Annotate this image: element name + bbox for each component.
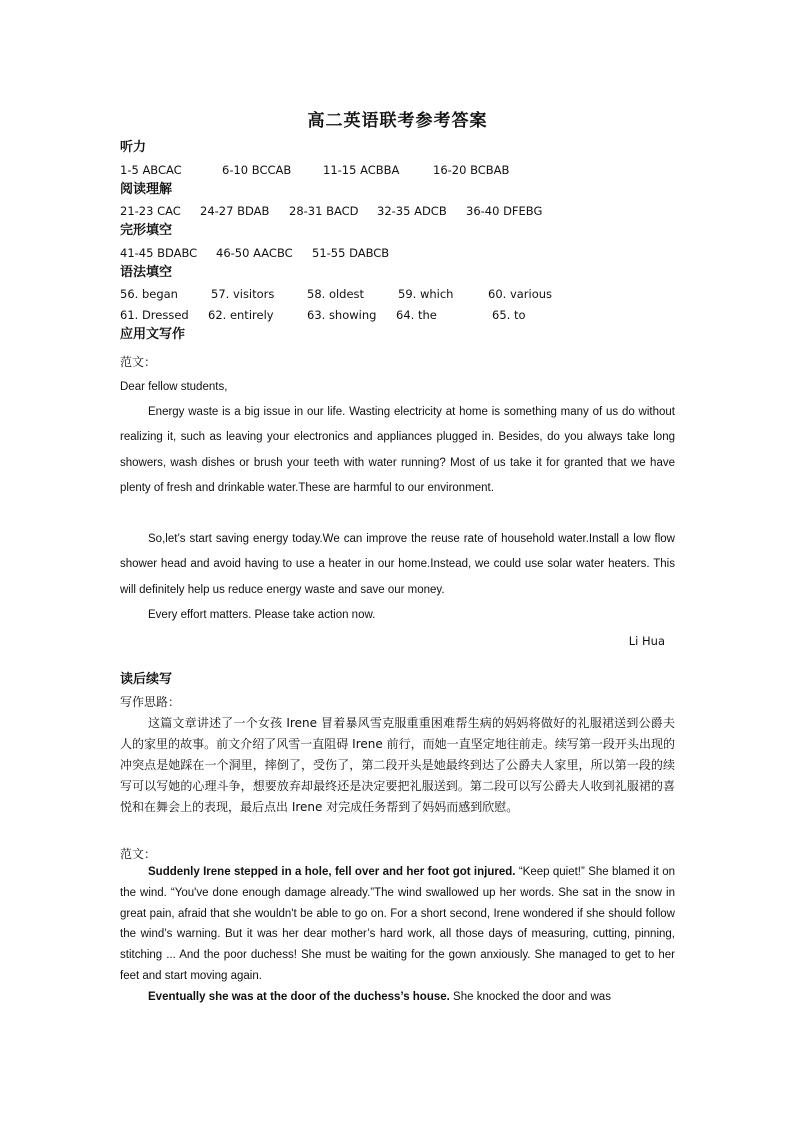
letter-greeting: Dear fellow students, (120, 381, 228, 393)
answer-group: 21-23 CAC (120, 204, 181, 218)
story-paragraph-2-lead: Eventually she was at the door of the duchess’s house. (148, 991, 450, 1003)
answer-group: 1-5 ABCAC (120, 163, 182, 177)
writing-heading: 应用文写作 (120, 327, 186, 342)
page-title: 高二英语联考参考答案 (307, 111, 488, 131)
answer-group: 51-55 DABCB (312, 246, 390, 260)
answer-item: 61. Dressed (120, 308, 189, 322)
answer-group: 36-40 DFEBG (466, 204, 543, 218)
letter-paragraph-3: Every effort matters. Please take action now. (148, 609, 376, 621)
answer-group: 16-20 BCBAB (433, 163, 510, 177)
continuation-heading: 读后续写 (120, 672, 173, 687)
answer-group: 24-27 BDAB (200, 204, 270, 218)
reading-answers (120, 203, 675, 219)
letter-signature: Li Hua (628, 634, 665, 648)
listening-heading: 听力 (120, 140, 147, 155)
story-paragraph-1 (120, 862, 675, 987)
answer-group: 46-50 AACBC (216, 246, 293, 260)
listening-answers (120, 162, 675, 178)
grammar-heading: 语法填空 (120, 265, 173, 280)
answer-group: 28-31 BACD (289, 204, 359, 218)
answer-item: 59. which (398, 287, 454, 301)
answer-item: 57. visitors (211, 287, 275, 301)
cloze-answers (120, 245, 675, 261)
grammar-answers-row-2 (120, 307, 675, 323)
answer-item: 60. various (488, 287, 553, 301)
cloze-heading: 完形填空 (120, 223, 173, 238)
answer-group: 41-45 BDABC (120, 246, 198, 260)
answer-group: 6-10 BCCAB (222, 163, 292, 177)
answer-item: 63. showing (307, 308, 377, 322)
answer-item: 62. entirely (208, 308, 274, 322)
letter-paragraph-1: Energy waste is a big issue in our life. Wasting electricity at home is something many of us do without realizing it, such as leaving your electronics and appliances plugged in. Besides, do you always take long showers, wash dishes or brush your teeth with water running? Most of us take it for granted that we have plenty of fresh and drinkable water.These are harmful to our environment. (120, 406, 675, 495)
idea-label: 写作思路： (120, 695, 181, 709)
answer-group: 11-15 ACBBA (323, 163, 400, 177)
story-paragraph-1-body: “Keep quiet!” She blamed it on the wind. “You've done enough damage already.”The wind swallowed up her words. She sat in the snow in great pain, afraid that she wouldn't be able to go on. For a short second, Irene wondered if she should follow the wind’s warning. But it was her dear mother’s hard work, all those days of measuring, cutting, pinning, stitching ... And the poor duchess! She must be waiting for the gown anxiously. She managed to get to her feet and start moving again. (120, 866, 675, 982)
story-paragraph-2 (120, 987, 675, 1008)
answer-item: 64. the (396, 308, 437, 322)
writing-idea-paragraph: 这篇文章讲述了一个女孩 Irene 冒着暴风雪克服重重困难帮生病的妈妈将做好的礼服裙送到公爵夫人的家里的故事。前文介绍了风雪一直阻碍 Irene 前行，而她一直坚定地往前走。续写第一段开头出现的冲突点是她踩在一个洞里，摔倒了，受伤了，第二段开头是她最终到达了公爵夫人家里，所以第一段的续写可以写她的心理斗争，想要放弃却最终还是决定要把礼服送到。第二段可以写公爵夫人收到礼服裙的喜悦和在舞会上的表现，最后点出 Irene 对完成任务帮到了妈妈而感到欣慰。 (120, 716, 675, 814)
story-paragraph-1-lead: Suddenly Irene stepped in a hole, fell over and her foot got injured. (148, 866, 516, 878)
answer-item: 56. began (120, 287, 178, 301)
answer-item: 58. oldest (307, 287, 365, 301)
story-paragraph-2-body: She knocked the door and was (449, 991, 611, 1003)
sample-label: 范文： (120, 847, 157, 861)
answer-item: 65. to (492, 308, 526, 322)
letter-paragraph-2: So,let’s start saving energy today.We can improve the reuse rate of household water.Install a low flow shower head and avoid having to use a heater in our home.Instead, we could use solar water heaters. This will definitely help us reduce energy waste and save our money. (120, 533, 675, 596)
reading-heading: 阅读理解 (120, 182, 173, 197)
sample-label: 范文： (120, 355, 157, 369)
grammar-answers-row-1 (120, 286, 675, 302)
answer-group: 32-35 ADCB (377, 204, 447, 218)
